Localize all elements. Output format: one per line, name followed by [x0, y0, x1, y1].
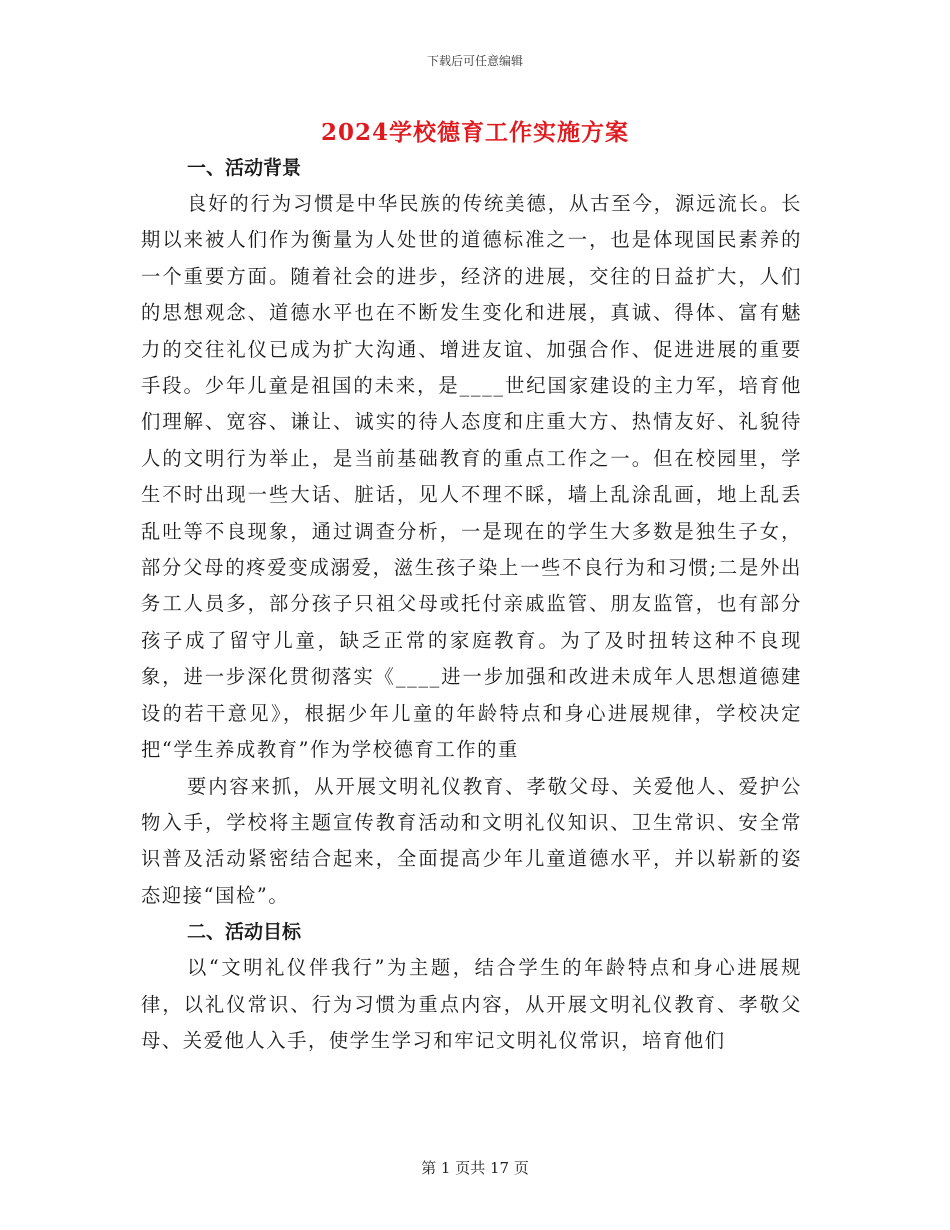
section-goals [141, 914, 802, 1059]
document-title: 2024学校德育工作实施方案 [320, 119, 629, 146]
paragraph: 以“文明礼仪伴我行”为主题，结合学生的年龄特点和身心进展规律，以礼仪常识、行为习惯为重点内容，从开展文明礼仪教育、孝敬父母、关爱他人入手，使学生学习和牢记文明礼仪常识，培育他们 [141, 956, 802, 1052]
paragraph: 要内容来抓，从开展文明礼仪教育、孝敬父母、关爱他人、爱护公物入手，学校将主题宣传教育活动和文明礼仪知识、卫生常识、安全常识普及活动紧密结合起来，全面提高少年儿童道德水平，并以崭新的姿态迎接“国检”。 [141, 774, 802, 907]
section-heading: 二、活动目标 [187, 921, 302, 944]
document-body [141, 150, 802, 1059]
section-heading: 一、活动背景 [187, 157, 302, 179]
section-background [141, 150, 802, 914]
header-note: 下载后可任意编辑 [426, 54, 523, 68]
page-number: 第 1 页共 17 页 [421, 1159, 529, 1177]
paragraph: 良好的行为习惯是中华民族的传统美德，从古至今，源远流长。长期以来被人们作为衡量为人处世的道德标准之一，也是体现国民素养的一个重要方面。随着社会的进步，经济的进展，交往的日益扩大，人们的思想观念、道德水平也在不断发生变化和进展，真诚、得体、富有魅力的交往礼仪已成为扩大沟通、增进友谊、加强合作、促进进展的重要手段。少年儿童是祖国的未来，是____世纪国家建设的主力军，培育他们理解、宽容、谦让、诚实的待人态度和庄重大方、热情友好、礼貌待人的文明行为举止，是当前基础教育的重点工作之一。但在校园里，学生不时出现一些大话、脏话，见人不理不睬，墙上乱涂乱画，地上乱丢乱吐等不良现象，通过调查分析，一是现在的学生大多数是独生子女，部分父母的疼爱变成溺爱，滋生孩子染上一些不良行为和习惯;二是外出务工人员多，部分孩子只祖父母或托付亲戚监管、朋友监管，也有部分孩子成了留守儿童，缺乏正常的家庭教育。为了及时扭转这种不良现象，进一步深化贯彻落实《____进一步加强和改进未成年人思想道德建设的若干意见》，根据少年儿童的年龄特点和身心进展规律，学校决定把“学生养成教育”作为学校德育工作的重 [141, 192, 802, 762]
